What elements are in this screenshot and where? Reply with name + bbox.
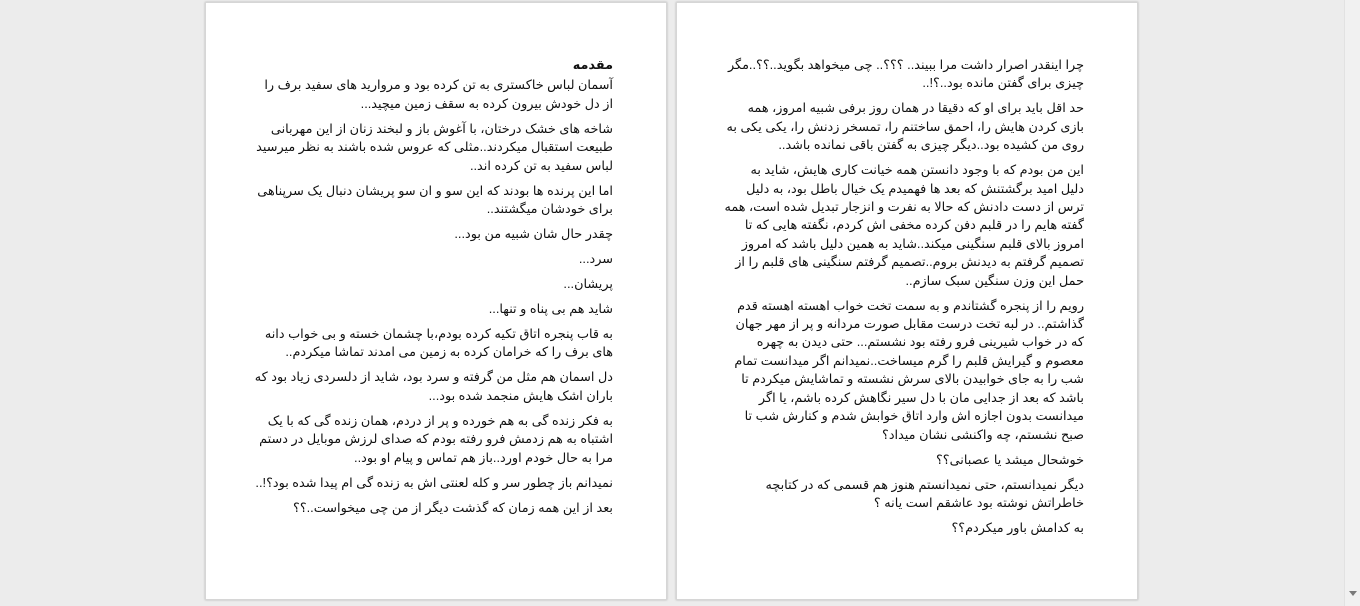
paragraph: بعد از این همه زمان که گذشت دیگر از من چی میخواست..؟؟ [293,499,613,515]
paragraph: خوشحال میشد یا عصبانی؟؟ [936,451,1084,467]
paragraph: به کدامش باور میکردم؟؟ [951,519,1084,535]
paragraph: نمیدانم باز چطور سر و کله لعنتی اش به زنده گی ام پیدا شده بود؟!.. [255,474,613,490]
paragraph: چرا اینقدر اصرار داشت مرا ببیند.. ؟؟؟.. چی میخواهد بگوید..؟؟..مگر چیزی برای گفتن مانده بود..؟!.. [727,57,1084,91]
page-right [676,2,1138,600]
paragraph: آسمان لباس خاکستری به تن کرده بود و مروارید های سفید برف را از دل خودش بیرون کرده به سقف زمین میچید... [264,77,613,111]
paragraph: پریشان... [563,276,613,292]
paragraph: چقدر حال شان شبیه من بود... [454,226,613,242]
paragraph: شاخه های خشک درختان، با آغوش باز و لبخند زنان از این مهربانی طبیعت استقبال میکردند..مثلی که عروس شده باشند به نظر میرسید لباس سفید به تن کرده اند.. [256,120,613,173]
vertical-scrollbar[interactable] [1344,0,1360,606]
paragraph: حد اقل باید برای او که دقیقا در همان روز برفی شبیه امروز، همه بازی کردن هایش را، احمق ساختنم را، تمسخر زدنش را، یکی یکی به روی من کشیده بود..دیگر چیزی به گفتن باقی نمانده باشد.. [726,100,1084,153]
page-right-content [724,56,1084,544]
paragraph: شاید هم بی پناه و تنها... [488,301,613,317]
page-left-content [253,56,613,524]
scroll-down-arrow-icon[interactable] [1349,591,1357,596]
paragraph: به فکر زنده گی به هم خورده و پر از دردم، همان زنده گی که با یک اشتباه به هم زدمش فرو رفته بودم که صدای لرزش موبایل در دستم مرا به حال خودم اورد..باز هم تماس و پیام او بود.. [259,412,613,465]
page-left [205,2,667,600]
paragraph: دل اسمان هم مثل من گرفته و سرد بود، شاید از دلسردی زیاد بود که باران اشک هایش منجمد شده بود... [254,369,613,403]
paragraph: این من بودم که با وجود دانستن همه خیانت کاری هایش، شاید به دلیل امید برگشتنش که بعد ها فهمیدم یک خیال باطل بود، به دلیل ترس از دست دادنش که حالا به نفرت و انزجار تبدیل شده است، همه گفته هایم را در قلبم دفن کرده مخفی اش کردم، نگفته هایی که تا امروز بالای قلبم سنگینی میکند..شاید به همین دلیل باشد که امروز تصمیم گرفتم به دیدنش بروم..تصمیم گرفتم سنگینی های قلبم را از حمل این وزن سنگین سبک سازم.. [724,162,1084,288]
paragraph: رویم را از پنجره گشتاندم و به سمت تخت خواب اهسته اهسته قدم گذاشتم.. در لبه تخت درست مقابل صورت مردانه و پر از مهر جهان که در خواب شیرینی فرو رفته بود نشستم... حتی دیدن به چهره معصوم و گیرایش قلبم را گرم میساخت..نمیدانم اگر میدانست تمام شب را به جای خوابیدن بالای سرش نشسته و تماشایش میکردم تا باشد که بعد از جدایی مان با دل سیر نگاهش کرده باشم، یا اگر میدانست بدون اجازه اش وارد اتاق خوابش شدم و کنارش شب تا صبح نشستم، چه واکنشی نشان میداد؟ [734,297,1084,442]
paragraph: دیگر نمیدانستم، حتی نمیدانستم هنوز هم قسمی که در کتابچه خاطراتش نوشته بود عاشقم است یانه ؟ [765,476,1084,510]
paragraph: به قاب پنجره اتاق تکیه کرده بودم،با چشمان خسته و بی خواب دانه های برف را که خرامان کرده به زمین می امدند تماشا میکردم.. [264,326,613,360]
chapter-heading: مقدمه [572,57,613,72]
paragraph: سرد... [578,251,613,267]
paragraph: اما این پرنده ها بودند که این سو و ان سو پریشان دنبال یک سرپناهی برای خودشان میگشتند.. [257,182,613,217]
